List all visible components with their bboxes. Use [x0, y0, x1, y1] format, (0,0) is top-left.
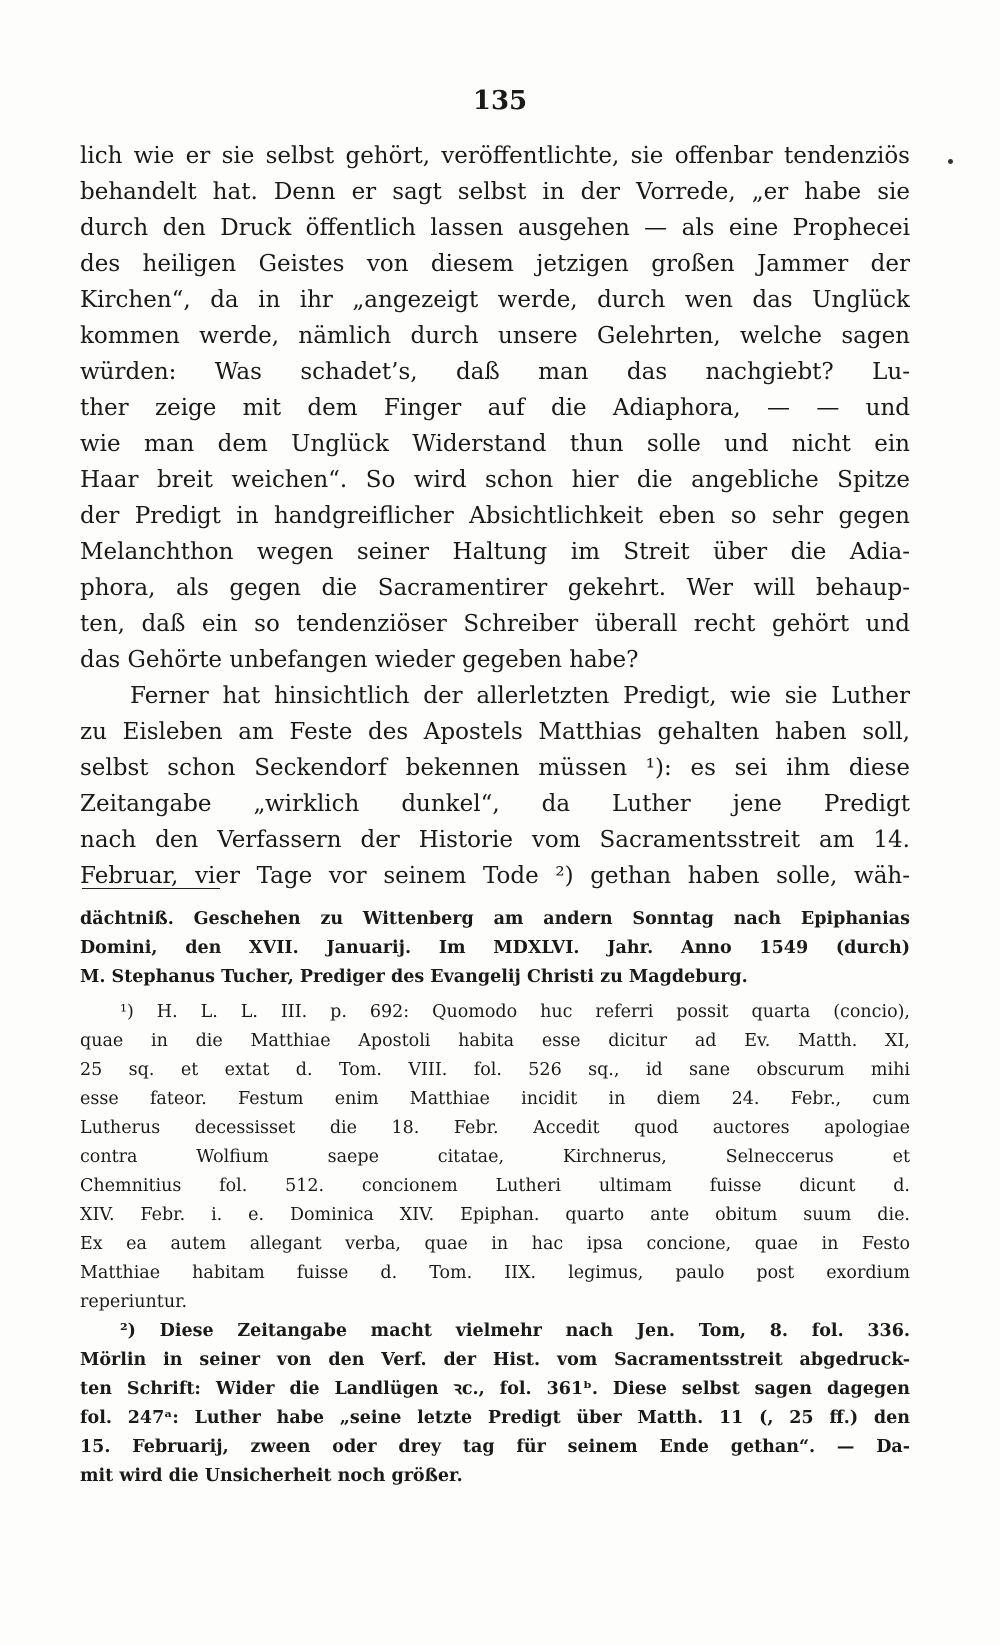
footnote-line: XIV. Febr. i. e. Dominica XIV. Epiphan. quarto ante obitum suum die.: [80, 1205, 910, 1225]
text-line: Haar breit weichen“. So wird schon hier die angebliche Spitze: [80, 467, 910, 493]
text-line: des heiligen Geistes von diesem jetzigen großen Jammer der: [80, 251, 910, 277]
text-line: phora, als gegen die Sacramentirer gekehrt. Wer will behaup-: [80, 575, 910, 601]
footnote-line: Ex ea autem allegant verba, quae in hac ipsa concione, quae in Festo: [80, 1234, 910, 1254]
footnote-line: M. Stephanus Tucher, Prediger des Evangelij Christi zu Magdeburg.: [80, 967, 748, 987]
text-line: lich wie er sie selbst gehört, veröffentlichte, sie offenbar tendenziös: [80, 143, 910, 169]
footnote-line: reperiuntur.: [80, 1292, 188, 1312]
footnote-line: Lutherus decessisset die 18. Febr. Accedit quod auctores apologiae: [80, 1118, 910, 1138]
footnote-1-start: ¹) H. L. L. III. p. 692: Quomodo huc referri possit quarta (concio),: [120, 1002, 910, 1022]
ink-speck: [948, 159, 953, 164]
text-line: kommen werde, nämlich durch unsere Gelehrten, welche sagen: [80, 323, 910, 349]
text-line: Februar, vier Tage vor seinem Tode ²) gethan haben solle, wäh-: [80, 863, 910, 889]
text-line: würden: Was schadet’s, daß man das nachgiebt? Lu-: [80, 359, 910, 385]
text-line: ther zeige mit dem Finger auf die Adiaphora, — — und: [80, 395, 910, 421]
text-line: das Gehörte unbefangen wieder gegeben habe?: [80, 647, 639, 673]
text-line: wie man dem Unglück Widerstand thun solle und nicht ein: [80, 431, 910, 457]
footnote-line: contra Wolfium saepe citatae, Kirchnerus, Selneccerus et: [80, 1147, 910, 1167]
text-line: zu Eisleben am Feste des Apostels Matthias gehalten haben soll,: [80, 719, 910, 745]
footnote-line: fol. 247ᵃ: Luther habe „seine letzte Predigt über Matth. 11 (, 25 ff.) den: [80, 1408, 910, 1428]
text-line: Zeitangabe „wirklich dunkel“, da Luther jene Predigt: [80, 791, 910, 817]
page-number: 135: [472, 86, 528, 116]
main-text-block: [80, 138, 910, 894]
text-line: durch den Druck öffentlich lassen ausgehen — als eine Prophecei: [80, 215, 910, 241]
footnote-line: Domini, den XVII. Januarij. Im MDXLVI. Jahr. Anno 1549 (durch): [80, 938, 910, 958]
footnote-line: Mörlin in seiner von den Verf. der Hist. vom Sacramentsstreit abgedruck-: [80, 1350, 910, 1370]
footnote-separator-rule: [82, 888, 220, 889]
footnote-line: mit wird die Unsicherheit noch größer.: [80, 1466, 463, 1486]
text-line: ten, daß ein so tendenziöser Schreiber überall recht gehört und: [80, 611, 910, 637]
footnote-line: Matthiae habitam fuisse d. Tom. IIX. legimus, paulo post exordium: [80, 1263, 910, 1283]
footnotes-block: [80, 905, 910, 1491]
footnote-line: dächtniß. Geschehen zu Wittenberg am andern Sonntag nach Epiphanias: [80, 909, 910, 929]
footnote-line: ten Schrift: Wider die Landlügen ꝛc., fol. 361ᵇ. Diese selbst sagen dagegen: [80, 1379, 910, 1399]
text-line: der Predigt in handgreiflicher Absichtlichkeit eben so sehr gegen: [80, 503, 910, 529]
text-line: Kirchen“, da in ihr „angezeigt werde, durch wen das Unglück: [80, 287, 910, 313]
footnote-line: 15. Februarij, zween oder drey tag für seinem Ende gethan“. — Da-: [80, 1437, 910, 1457]
footnote-2-start: ²) Diese Zeitangabe macht vielmehr nach Jen. Tom, 8. fol. 336.: [120, 1321, 910, 1341]
footnote-line: esse fateor. Festum enim Matthiae incidit in diem 24. Febr., cum: [80, 1089, 910, 1109]
text-line: nach den Verfassern der Historie vom Sacramentsstreit am 14.: [80, 827, 910, 853]
footnote-line: quae in die Matthiae Apostoli habita esse dicitur ad Ev. Matth. XI,: [80, 1031, 910, 1051]
text-line: behandelt hat. Denn er sagt selbst in der Vorrede, „er habe sie: [80, 179, 910, 205]
text-line: Melanchthon wegen seiner Haltung im Streit über die Adia-: [80, 539, 910, 565]
footnote-line: 25 sq. et extat d. Tom. VIII. fol. 526 sq., id sane obscurum mihi: [80, 1060, 910, 1080]
text-line: selbst schon Seckendorf bekennen müssen ¹): es sei ihm diese: [80, 755, 910, 781]
paragraph-start-line: Ferner hat hinsichtlich der allerletzten Predigt, wie sie Luther: [130, 683, 910, 709]
footnote-line: Chemnitius fol. 512. concionem Lutheri ultimam fuisse dicunt d.: [80, 1176, 910, 1196]
